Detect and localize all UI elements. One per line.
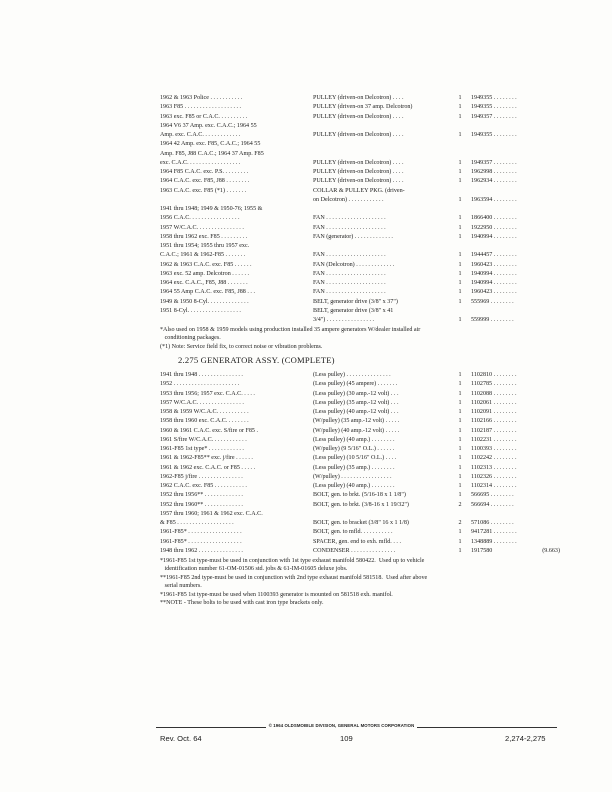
part-number-cell: 1102187 . . . . . . . . bbox=[471, 427, 517, 434]
quantity-cell: 1 bbox=[458, 289, 462, 296]
table-row bbox=[160, 270, 560, 279]
description-cell: FAN . . . . . . . . . . . . . . . . . . . . bbox=[313, 280, 386, 286]
application-cell: 1963 F85 . . . . . . . . . . . . . . . . . . . bbox=[160, 104, 242, 111]
table-row bbox=[160, 288, 560, 297]
description-cell: FAN (generator) . . . . . . . . . . . . . bbox=[313, 233, 393, 240]
table-row bbox=[160, 177, 560, 186]
application-cell: 1956 C.A.C. . . . . . . . . . . . . . . . . bbox=[160, 215, 240, 222]
application-cell: 1958 thru 1960 exc. C.A.C. . . . . . . . bbox=[160, 418, 249, 425]
table-row bbox=[160, 251, 560, 260]
section-title: 2.275 GENERATOR ASSY. (COMPLETE) bbox=[178, 355, 335, 365]
part-number-cell: 1949355 . . . . . . . . bbox=[471, 132, 517, 138]
table-row bbox=[160, 371, 560, 380]
application-cell: exc. C.A.C. . . . . . . . . . . . . . . . . . bbox=[160, 159, 241, 166]
table-row bbox=[160, 196, 560, 205]
description-cell: (Less pulley) (40 amp.) . . . . . . . . bbox=[313, 436, 395, 443]
quantity-cell: 1 bbox=[458, 372, 462, 378]
part-number-cell: 1102313 . . . . . . . . bbox=[471, 464, 517, 471]
description-cell: (Less pulley) (35 amp.-12 volt) . . . bbox=[313, 399, 399, 406]
generator-assy-table bbox=[160, 371, 560, 556]
table-row bbox=[160, 261, 560, 270]
page-number: 109 bbox=[340, 734, 353, 743]
table-row bbox=[160, 528, 560, 537]
description-cell: FAN . . . . . . . . . . . . . . . . . . . . bbox=[313, 215, 386, 222]
table-row bbox=[160, 482, 560, 491]
part-number-cell: 566694 . . . . . . . . bbox=[471, 501, 514, 508]
description-cell: BOLT, gen. to bracket (3/8" 16 x 1 1/8) bbox=[313, 520, 409, 526]
application-cell: 1952 thru 1960** . . . . . . . . . . . . . bbox=[160, 501, 243, 508]
quantity-cell: 1 bbox=[458, 538, 462, 545]
quantity-cell: 1 bbox=[458, 464, 462, 471]
description-cell: PULLEY (driven-on 37 amp. Delcotron) bbox=[313, 104, 413, 111]
description-cell: FAN . . . . . . . . . . . . . . . . . . . . bbox=[313, 289, 386, 296]
table-row bbox=[160, 390, 560, 399]
footnote-line: *1961-F85 1st type-must be used when 1100393 generator is mounted on 581518 exh. manifol. bbox=[160, 591, 393, 598]
footnote-line: identification number 61-OM-01506 std. jobs & 61-IM-01605 deluxe jobs. bbox=[160, 566, 348, 573]
table-row bbox=[160, 168, 560, 177]
description-cell: (Less pulley) (10 5/16" O.L.) . . . . bbox=[313, 455, 397, 462]
table-row bbox=[160, 491, 560, 500]
description-cell: SPACER, gen. end to exh. mfld. . . . bbox=[313, 538, 401, 545]
application-cell: 1962 C.A.C. exc. F85 . . . . . . . . . . . bbox=[160, 483, 247, 489]
part-number-cell: 1348889 . . . . . . . . bbox=[471, 538, 517, 545]
application-cell: & F85 . . . . . . . . . . . . . . . . . . . bbox=[160, 520, 234, 526]
table-row bbox=[160, 380, 560, 389]
quantity-cell: 1 bbox=[458, 427, 462, 434]
quantity-cell: 1 bbox=[458, 104, 462, 111]
table-row bbox=[160, 436, 560, 445]
quantity-cell: 1 bbox=[458, 169, 462, 175]
part-number-cell: 1940994 . . . . . . . . bbox=[471, 233, 517, 240]
part-number-cell: 1940994 . . . . . . . . bbox=[471, 280, 517, 286]
application-cell: 1963 exc. 52 amp. Delcotron . . . . . . bbox=[160, 270, 250, 277]
quantity-cell: 1 bbox=[458, 132, 462, 138]
application-cell: 1963 exc. F85 or C.A.C. . . . . . . . . . bbox=[160, 113, 248, 120]
description-cell: PULLEY (driven-on Delcotron) . . . . bbox=[313, 169, 404, 175]
application-cell: 1961-F85* . . . . . . . . . . . . . . . . . . bbox=[160, 529, 242, 536]
application-cell: 1953 thru 1956; 1957 exc. C.A.C. . . . . bbox=[160, 390, 255, 397]
description-cell: FAN . . . . . . . . . . . . . . . . . . . . bbox=[313, 252, 386, 259]
extra-cell: (9.663) bbox=[542, 547, 560, 554]
table-row bbox=[160, 279, 560, 288]
quantity-cell: 1 bbox=[458, 280, 462, 286]
description-cell: BOLT, gen. to mfld. . . . . . . . . . . bbox=[313, 529, 393, 536]
description-cell: BOLT, gen. to brkt. (5/16-18 x 1 1/8") bbox=[313, 492, 406, 499]
application-cell: 1952 . . . . . . . . . . . . . . . . . . . . . . bbox=[160, 381, 240, 388]
table-row bbox=[160, 298, 560, 307]
part-number-cell: 1949357 . . . . . . . . bbox=[471, 159, 517, 166]
description-cell: (Less pulley) (45 ampere) . . . . . . . bbox=[313, 381, 398, 388]
quantity-cell: 1 bbox=[458, 233, 462, 240]
part-number-cell: 1949355 . . . . . . . . bbox=[471, 95, 517, 101]
quantity-cell: 2 bbox=[458, 501, 462, 508]
application-cell: 1952 thru 1956** . . . . . . . . . . . . . bbox=[160, 492, 243, 499]
application-cell: 1958 thru 1962 exc. F85 . . . . . . . . . bbox=[160, 233, 248, 240]
application-cell: C.A.C.; 1961 & 1962-F85 . . . . . . . bbox=[160, 252, 246, 259]
quantity-cell: 1 bbox=[458, 446, 462, 452]
quantity-cell: 1 bbox=[458, 113, 462, 120]
description-cell: FAN . . . . . . . . . . . . . . . . . . . . bbox=[313, 224, 386, 231]
part-number-cell: 555969 . . . . . . . . bbox=[471, 298, 514, 305]
part-number-cell: 1922950 . . . . . . . . bbox=[471, 224, 517, 231]
table-row bbox=[160, 214, 560, 223]
part-number-cell: 1102061 . . . . . . . . bbox=[471, 399, 517, 406]
description-cell: (W/pulley) (40 amp.-12 volt) . . . . . bbox=[313, 427, 400, 434]
footnote-line: *Also used on 1958 & 1959 models using production installed 35 ampere generators W/dealer installed air bbox=[160, 327, 421, 333]
part-number-cell: 1960423 . . . . . . . . bbox=[471, 261, 517, 268]
quantity-cell: 1 bbox=[458, 492, 462, 499]
description-cell: BELT, generator drive (3/8" x 41 bbox=[313, 307, 394, 314]
table-row bbox=[160, 224, 560, 233]
quantity-cell: 1 bbox=[458, 159, 462, 166]
table-row bbox=[160, 473, 560, 482]
quantity-cell: 1 bbox=[458, 399, 462, 406]
application-cell: 1964 55 Amp C.A.C. exc. F85, J88 . . . bbox=[160, 289, 255, 296]
table-row bbox=[160, 131, 560, 140]
part-number-cell: 1100393 . . . . . . . . bbox=[471, 446, 517, 452]
quantity-cell: 1 bbox=[458, 215, 462, 222]
part-number-cell: 559999 . . . . . . . . bbox=[471, 317, 514, 323]
quantity-cell: 1 bbox=[458, 224, 462, 231]
application-cell: 1961 & 1962 exc. C.A.C. or F85 . . . . . bbox=[160, 464, 256, 471]
table-row bbox=[160, 501, 560, 510]
table-row bbox=[160, 150, 560, 159]
footnote-line: **1961-F85 2nd type-must be used in conjunction with 2nd type exhaust manifold 581518. Used after above bbox=[160, 574, 428, 581]
footnote-line: **NOTE - These bolts to be used with cast iron type brackets only. bbox=[160, 600, 324, 607]
table-row bbox=[160, 242, 560, 251]
corporation-line: © 1964 OLDSMOBILE DIVISION, GENERAL MOTORS CORPORATION bbox=[268, 723, 415, 728]
application-cell: Amp. F85, J88 C.A.C.; 1964 37 Amp. F85 bbox=[160, 150, 264, 157]
description-cell: PULLEY (driven-on Delcotron) . . . . bbox=[313, 132, 404, 138]
application-cell: 1960 & 1961 C.A.C. exc. S/fire or F85 . bbox=[160, 427, 259, 434]
application-cell: 1962 & 1963 C.A.C. exc. F85 . . . . . . bbox=[160, 261, 252, 268]
description-cell: FAN . . . . . . . . . . . . . . . . . . . . bbox=[313, 270, 386, 277]
part-number-cell: 1866400 . . . . . . . . bbox=[471, 215, 517, 222]
part-number-cell: 1944457 . . . . . . . . bbox=[471, 252, 517, 259]
application-cell: 1948 thru 1962 . . . . . . . . . . . . . . . bbox=[160, 547, 243, 554]
table-row bbox=[160, 205, 560, 214]
table-row bbox=[160, 159, 560, 168]
quantity-cell: 1 bbox=[458, 252, 462, 259]
application-cell: 1964 42 Amp. exc. F85, C.A.C.; 1964 55 bbox=[160, 141, 261, 148]
table-row bbox=[160, 399, 560, 408]
quantity-cell: 1 bbox=[458, 95, 462, 101]
quantity-cell: 1 bbox=[458, 473, 462, 480]
quantity-cell: 1 bbox=[458, 483, 462, 489]
part-number-cell: 1102166 . . . . . . . . bbox=[471, 418, 517, 425]
description-cell: (Less pulley) (35 amp.) . . . . . . . . bbox=[313, 464, 395, 471]
table-row bbox=[160, 538, 560, 547]
quantity-cell: 1 bbox=[458, 409, 462, 415]
quantity-cell: 1 bbox=[458, 317, 462, 323]
part-number-cell: 1102785 . . . . . . . . bbox=[471, 381, 517, 388]
table-row bbox=[160, 427, 560, 436]
quantity-cell: 1 bbox=[458, 298, 462, 305]
part-number-cell: 1949357 . . . . . . . . bbox=[471, 113, 517, 120]
table-row bbox=[160, 307, 560, 316]
description-cell: BOLT, gen. to brkt. (3/8-16 x 1 19/32") bbox=[313, 501, 409, 508]
table-row bbox=[160, 510, 560, 519]
part-number-cell: 566695 . . . . . . . . bbox=[471, 492, 514, 499]
table-row bbox=[160, 140, 560, 149]
quantity-cell: 1 bbox=[458, 390, 462, 397]
description-cell: 3/4") . . . . . . . . . . . . . . . . bbox=[313, 317, 375, 323]
table-row bbox=[160, 103, 560, 112]
application-cell: 1951 thru 1954; 1955 thru 1957 exc. bbox=[160, 243, 250, 249]
quantity-cell: 1 bbox=[458, 270, 462, 277]
table-row bbox=[160, 187, 560, 196]
part-number-cell: 1102088 . . . . . . . . bbox=[471, 390, 517, 397]
section-range: 2,274-2,275 bbox=[505, 734, 546, 743]
part-number-cell: 1962934 . . . . . . . . bbox=[471, 178, 517, 185]
quantity-cell: 1 bbox=[458, 547, 462, 554]
part-number-cell: 1962998 . . . . . . . . bbox=[471, 169, 517, 175]
application-cell: 1951 8-Cyl. . . . . . . . . . . . . . . . . . bbox=[160, 307, 241, 314]
quantity-cell: 1 bbox=[458, 418, 462, 425]
application-cell: 1961 S/fire W/C.A.C. . . . . . . . . . . . bbox=[160, 436, 247, 443]
part-number-cell: 1940994 . . . . . . . . bbox=[471, 270, 517, 277]
description-cell: PULLEY (driven-on Delcotron) . . . . bbox=[313, 95, 404, 101]
quantity-cell: 1 bbox=[458, 529, 462, 536]
application-cell: 1964 exc. C.A.C., F85, J88 . . . . . . . bbox=[160, 280, 248, 286]
application-cell: Amp. exc. C.A.C. . . . . . . . . . . . . bbox=[160, 132, 241, 138]
description-cell: (Less pulley) (40 amp.) . . . . . . . . bbox=[313, 483, 395, 489]
description-cell: (Less pulley) (40 amp.-12 volt) . . . bbox=[313, 409, 399, 415]
description-cell: (W/pulley) (9 5/16" O.L.) . . . . . . bbox=[313, 446, 395, 452]
description-cell: on Delcotron) . . . . . . . . . . . . bbox=[313, 196, 384, 203]
description-cell: COLLAR & PULLEY PKG. (driven- bbox=[313, 187, 405, 194]
part-number-cell: 1960423 . . . . . . . . bbox=[471, 289, 517, 296]
part-number-cell: 1102091 . . . . . . . . bbox=[471, 409, 517, 415]
application-cell: 1964 C.A.C. exc. F85, J88 . . . . . . . . bbox=[160, 178, 250, 185]
part-number-cell: 1949355 . . . . . . . . bbox=[471, 104, 517, 111]
description-cell: CONDENSER . . . . . . . . . . . . . . . bbox=[313, 547, 396, 554]
footer-rule-left bbox=[156, 727, 266, 728]
application-cell: 1941 thru 1948 . . . . . . . . . . . . . . . bbox=[160, 372, 243, 378]
description-cell: BELT, generator drive (3/8" x 37") bbox=[313, 298, 398, 305]
part-number-cell: 571086 . . . . . . . . bbox=[471, 520, 514, 526]
generator-notes bbox=[160, 557, 560, 607]
application-cell: 1961-F85* . . . . . . . . . . . . . . . . . . bbox=[160, 538, 242, 545]
description-cell: FAN (Delcotron) . . . . . . . . . . . . . bbox=[313, 261, 395, 268]
part-number-cell: 1102810 . . . . . . . . bbox=[471, 372, 517, 378]
application-cell: 1949 & 1950 8-Cyl. . . . . . . . . . . . . . bbox=[160, 298, 249, 305]
table-row bbox=[160, 408, 560, 417]
application-cell: 1957 W/C.A.C. . . . . . . . . . . . . . . . bbox=[160, 399, 244, 406]
table-row bbox=[160, 316, 560, 325]
description-cell: PULLEY (driven-on Delcotron) . . . . bbox=[313, 159, 404, 166]
footnote-line: (*1) Note: Service field fix, to correct noise or vibration problems. bbox=[160, 343, 323, 350]
table-row bbox=[160, 122, 560, 131]
description-cell: PULLEY (driven-on Delcotron) . . . . bbox=[313, 113, 404, 120]
table-row bbox=[160, 417, 560, 426]
application-cell: 1961-F85 1st type* . . . . . . . . . . . . bbox=[160, 446, 244, 452]
application-cell: 1958 & 1959 W/C.A.C. . . . . . . . . . . bbox=[160, 409, 249, 415]
quantity-cell: 1 bbox=[458, 196, 462, 203]
description-cell: (Less pulley) (30 amp.-12 volt) . . . bbox=[313, 390, 399, 397]
part-number-cell: 1102242 . . . . . . . . bbox=[471, 455, 517, 462]
part-number-cell: 1917580 bbox=[471, 547, 493, 554]
application-cell: 1963 C.A.C. exc. F85 (*1) . . . . . . . bbox=[160, 187, 247, 194]
revision-date: Rev. Oct. 64 bbox=[160, 734, 202, 743]
part-number-cell: 1102314 . . . . . . . . bbox=[471, 483, 517, 489]
table-row bbox=[160, 94, 560, 103]
table-row bbox=[160, 464, 560, 473]
part-number-cell: 1102326 . . . . . . . . bbox=[471, 473, 517, 480]
footnote-line: *1961-F85 1st type-must be used in conjunction with 1st type exhaust manifold 580422. Used up to vehicle bbox=[160, 558, 425, 564]
table-row bbox=[160, 233, 560, 242]
quantity-cell: 1 bbox=[458, 381, 462, 388]
application-cell: 1957 thru 1960; 1961 & 1962 exc. C.A.C. bbox=[160, 510, 263, 517]
table-row bbox=[160, 113, 560, 122]
quantity-cell: 1 bbox=[458, 436, 462, 443]
quantity-cell: 1 bbox=[458, 178, 462, 185]
pulley-fan-belt-table bbox=[160, 94, 560, 325]
table-row bbox=[160, 454, 560, 463]
application-cell: 1941 thru 1948; 1949 & 1950-76; 1955 & bbox=[160, 206, 263, 212]
application-cell: 1962 & 1963 Police . . . . . . . . . . . bbox=[160, 95, 243, 101]
table-row bbox=[160, 445, 560, 454]
application-cell: 1962-F85 j/fire . . . . . . . . . . . . . . . bbox=[160, 473, 243, 480]
footnote-line: serial numbers. bbox=[160, 583, 202, 590]
table-row bbox=[160, 547, 560, 556]
pulley-fan-notes bbox=[160, 326, 560, 351]
description-cell: PULLEY (driven-on Delcotron) . . . . bbox=[313, 178, 404, 185]
application-cell: 1964 F85 C.A.C. exc. P.S. . . . . . . . . bbox=[160, 169, 249, 175]
part-number-cell: 1963594 . . . . . . . . bbox=[471, 196, 517, 203]
footnote-line: conditioning packages. bbox=[160, 335, 221, 342]
application-cell: 1961 & 1962-F85** exc. j/fire . . . . . . bbox=[160, 455, 253, 462]
application-cell: 1957 W/C.A.C. . . . . . . . . . . . . . . . bbox=[160, 224, 244, 231]
application-cell: 1964 V6 37 Amp. exc. C.A.C.; 1964 55 bbox=[160, 122, 257, 129]
description-cell: (W/pulley) . . . . . . . . . . . . . . . . . bbox=[313, 473, 392, 480]
part-number-cell: 9417281 . . . . . . . . bbox=[471, 529, 517, 536]
footer-rule-right bbox=[417, 727, 557, 728]
part-number-cell: 1102231 . . . . . . . . bbox=[471, 436, 517, 443]
description-cell: (Less pulley) . . . . . . . . . . . . . . . bbox=[313, 372, 391, 378]
table-row bbox=[160, 519, 560, 528]
description-cell: (W/pulley) (35 amp.-12 volt) . . . . . bbox=[313, 418, 400, 425]
quantity-cell: 1 bbox=[458, 455, 462, 462]
quantity-cell: 1 bbox=[458, 261, 462, 268]
quantity-cell: 2 bbox=[458, 520, 462, 526]
